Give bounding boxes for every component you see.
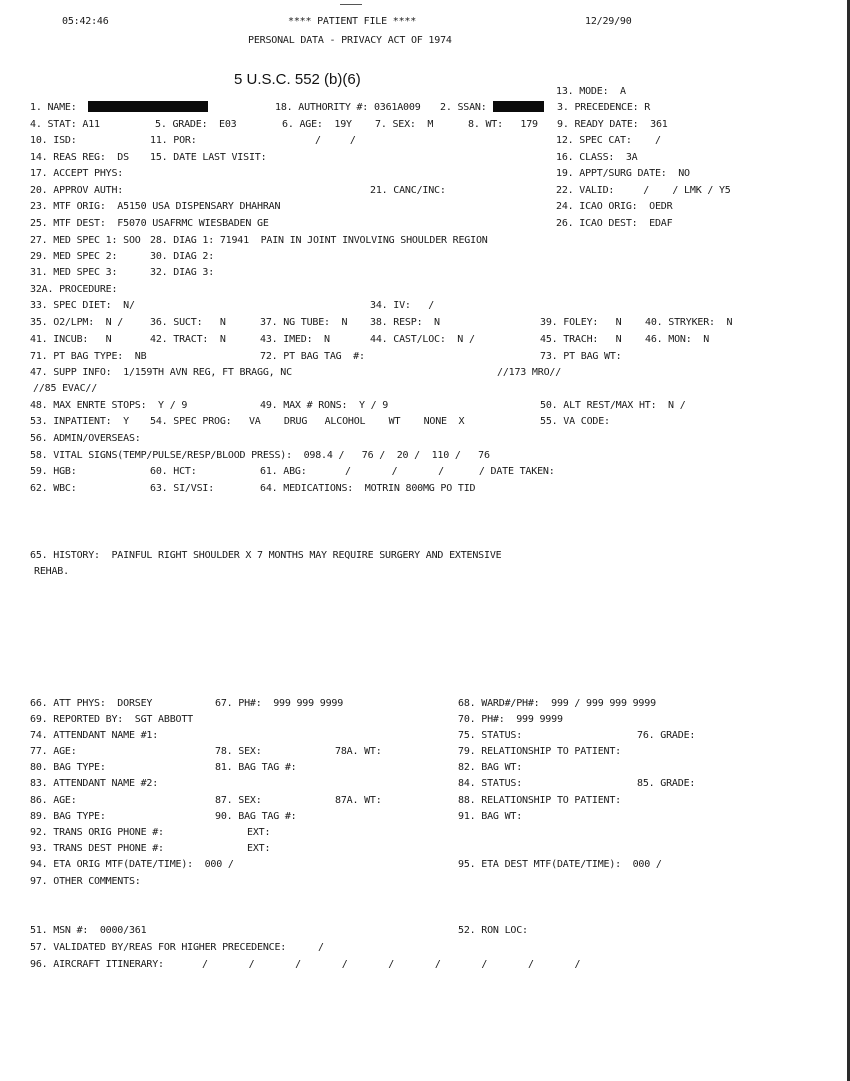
field-hgb: 59. HGB: (30, 466, 77, 477)
field-attendant-2-age: 86. AGE: (30, 795, 77, 806)
field-reported-by-phone: 70. PH#: 999 9999 (458, 714, 563, 725)
field-mtf-orig: 23. MTF ORIG: A5150 USA DISPENSARY DHAHRAN (30, 201, 281, 212)
field-msn: 51. MSN #: 0000/361 (30, 925, 147, 936)
field-ng-tube: 37. NG TUBE: N (260, 317, 348, 328)
field-attendant-2-bag-wt: 91. BAG WT: (458, 811, 523, 822)
field-mode: 13. MODE: A (556, 86, 626, 97)
field-icao-orig: 24. ICAO ORIG: OEDR (556, 201, 673, 212)
field-pt-bag-wt: 73. PT BAG WT: (540, 351, 622, 362)
field-canc-inc: 21. CANC/INC: (370, 185, 446, 196)
top-mark (340, 4, 362, 5)
field-abg: 61. ABG: (260, 466, 307, 477)
field-attendant-1-grade: 76. GRADE: (637, 730, 696, 741)
field-hct: 60. HCT: (150, 466, 197, 477)
field-resp: 38. RESP: N (370, 317, 440, 328)
print-date: 12/29/90 (585, 16, 632, 27)
field-class: 16. CLASS: 3A (556, 152, 638, 163)
field-attendant-2-grade: 85. GRADE: (637, 778, 696, 789)
field-diag-3: 32. DIAG 3: (150, 267, 215, 278)
field-stat: 4. STAT: A11 (30, 119, 100, 130)
field-att-phys: 66. ATT PHYS: DORSEY (30, 698, 153, 709)
field-attendant-1-bag-wt: 82. BAG WT: (458, 762, 523, 773)
field-eta-dest-mtf: 95. ETA DEST MTF(DATE/TIME): 000 / (458, 859, 662, 870)
field-spec-cat: 12. SPEC CAT: / (556, 135, 661, 146)
field-att-phys-phone: 67. PH#: 999 999 9999 (215, 698, 344, 709)
field-max-rons: 49. MAX # RONS: Y / 9 (260, 400, 389, 411)
document-title: **** PATIENT FILE **** (288, 16, 417, 27)
field-authority: 18. AUTHORITY #: 0361A009 (275, 102, 421, 113)
field-attendant-2-relationship: 88. RELATIONSHIP TO PATIENT: (458, 795, 621, 806)
field-attendant-1-age: 77. AGE: (30, 746, 77, 757)
field-attendant-2-sex: 87. SEX: (215, 795, 262, 806)
field-attendant-1-status: 75. STATUS: (458, 730, 523, 741)
field-supp-info: 47. SUPP INFO: 1/159TH AVN REG, FT BRAGG, NC (30, 367, 292, 378)
field-validated-by-slash: / (318, 942, 324, 953)
field-si-vsi: 63. SI/VSI: (150, 483, 215, 494)
field-eta-orig-mtf: 94. ETA ORIG MTF(DATE/TIME): 000 / (30, 859, 234, 870)
field-reas-reg: 14. REAS REG: DS (30, 152, 129, 163)
field-precedence: 3. PRECEDENCE: R (557, 102, 651, 113)
field-tract: 42. TRACT: N (150, 334, 226, 345)
field-attendant-1-name: 74. ATTENDANT NAME #1: (30, 730, 159, 741)
field-spec-prog: 54. SPEC PROG: VA DRUG ALCOHOL WT NONE X (150, 416, 465, 427)
field-imed: 43. IMED: N (260, 334, 330, 345)
field-age: 6. AGE: 19Y (282, 119, 352, 130)
field-supp-info-cont: //173 MRO// (497, 367, 562, 378)
field-other-comments: 97. OTHER COMMENTS: (30, 876, 141, 887)
field-attendant-1-sex: 78. SEX: (215, 746, 262, 757)
field-wbc: 62. WBC: (30, 483, 77, 494)
field-trans-dest-phone: 93. TRANS DEST PHONE #: (30, 843, 164, 854)
field-attendant-2-bag-tag: 90. BAG TAG #: (215, 811, 297, 822)
field-approv-auth: 20. APPROV AUTH: (30, 185, 124, 196)
field-attendant-2-status: 84. STATUS: (458, 778, 523, 789)
field-por-slashes: / / (315, 135, 356, 146)
field-inpatient: 53. INPATIENT: Y (30, 416, 129, 427)
field-history-cont: REHAB. (34, 566, 69, 577)
field-max-enrte-stops: 48. MAX ENRTE STOPS: Y / 9 (30, 400, 188, 411)
field-isd: 10. ISD: (30, 135, 77, 146)
field-attendant-2-name: 83. ATTENDANT NAME #2: (30, 778, 159, 789)
field-supp-info-line2: //85 EVAC// (33, 383, 98, 394)
field-o2-lpm: 35. O2/LPM: N / (30, 317, 124, 328)
field-grade: 5. GRADE: E03 (155, 119, 237, 130)
field-attendant-1-bag-type: 80. BAG TYPE: (30, 762, 106, 773)
field-icao-dest: 26. ICAO DEST: EDAF (556, 218, 673, 229)
field-trans-orig-phone: 92. TRANS ORIG PHONE #: (30, 827, 164, 838)
field-pt-bag-tag: 72. PT BAG TAG #: (260, 351, 365, 362)
field-med-spec-3: 31. MED SPEC 3: (30, 267, 118, 278)
field-pt-bag-type: 71. PT BAG TYPE: NB (30, 351, 147, 362)
document-subtitle: PERSONAL DATA - PRIVACY ACT OF 1974 (248, 35, 452, 46)
field-cast-loc: 44. CAST/LOC: N / (370, 334, 475, 345)
field-attendant-1-relationship: 79. RELATIONSHIP TO PATIENT: (458, 746, 621, 757)
field-procedure: 32A. PROCEDURE: (30, 284, 118, 295)
field-medications: 64. MEDICATIONS: MOTRIN 800MG PO TID (260, 483, 476, 494)
field-ron-loc: 52. RON LOC: (458, 925, 528, 936)
field-alt-rest: 50. ALT REST/MAX HT: N / (540, 400, 686, 411)
field-history: 65. HISTORY: PAINFUL RIGHT SHOULDER X 7 MONTHS MAY REQUIRE SURGERY AND EXTENSIVE (30, 550, 502, 561)
field-wt: 8. WT: 179 (468, 119, 538, 130)
name-redaction (88, 101, 208, 112)
field-valid: 22. VALID: / / LMK / Y5 (556, 185, 731, 196)
field-date-last-visit: 15. DATE LAST VISIT: (150, 152, 267, 163)
field-trans-orig-ext: EXT: (247, 827, 271, 838)
field-accept-phys: 17. ACCEPT PHYS: (30, 168, 124, 179)
field-vital-signs: 58. VITAL SIGNS(TEMP/PULSE/RESP/BLOOD PRESS): 098.4 / 76 / 20 / 110 / 76 (30, 450, 490, 461)
field-aircraft-itinerary-slashes: / / / / / / / / / (202, 959, 581, 970)
field-med-spec-2: 29. MED SPEC 2: (30, 251, 118, 262)
field-attendant-1-wt: 78A. WT: (335, 746, 382, 757)
field-reported-by: 69. REPORTED BY: SGT ABBOTT (30, 714, 193, 725)
field-ready-date: 9. READY DATE: 361 (557, 119, 668, 130)
field-admin-overseas: 56. ADMIN/OVERSEAS: (30, 433, 141, 444)
field-validated-by: 57. VALIDATED BY/REAS FOR HIGHER PRECEDENCE: (30, 942, 287, 953)
field-iv: 34. IV: / (370, 300, 435, 311)
field-incub: 41. INCUB: N (30, 334, 112, 345)
field-attendant-2-wt: 87A. WT: (335, 795, 382, 806)
field-va-code: 55. VA CODE: (540, 416, 610, 427)
field-appt-surg-date: 19. APPT/SURG DATE: NO (556, 168, 690, 179)
field-diag-2: 30. DIAG 2: (150, 251, 215, 262)
field-mon: 46. MON: N (645, 334, 710, 345)
field-mtf-dest: 25. MTF DEST: F5070 USAFRMC WIESBADEN GE (30, 218, 269, 229)
field-suct: 36. SUCT: N (150, 317, 226, 328)
print-time: 05:42:46 (62, 16, 109, 27)
field-ward-phone: 68. WARD#/PH#: 999 / 999 999 9999 (458, 698, 656, 709)
field-stryker: 40. STRYKER: N (645, 317, 733, 328)
field-spec-diet: 33. SPEC DIET: N/ (30, 300, 135, 311)
field-attendant-2-bag-type: 89. BAG TYPE: (30, 811, 106, 822)
field-ssan: 2. SSAN: (440, 102, 487, 113)
field-abg-date-taken: / / / / DATE TAKEN: (345, 466, 555, 477)
field-name: 1. NAME: (30, 102, 77, 113)
field-diag-1: 28. DIAG 1: 71941 PAIN IN JOINT INVOLVING SHOULDER REGION (150, 235, 488, 246)
field-attendant-1-bag-tag: 81. BAG TAG #: (215, 762, 297, 773)
field-trans-dest-ext: EXT: (247, 843, 271, 854)
field-foley: 39. FOLEY: N (540, 317, 622, 328)
foia-exemption-stamp: 5 U.S.C. 552 (b)(6) (234, 71, 361, 88)
field-trach: 45. TRACH: N (540, 334, 622, 345)
field-aircraft-itinerary: 96. AIRCRAFT ITINERARY: (30, 959, 164, 970)
field-sex: 7. SEX: M (375, 119, 434, 130)
field-por: 11. POR: (150, 135, 197, 146)
ssan-redaction (493, 101, 544, 112)
field-med-spec-1: 27. MED SPEC 1: SOO (30, 235, 141, 246)
